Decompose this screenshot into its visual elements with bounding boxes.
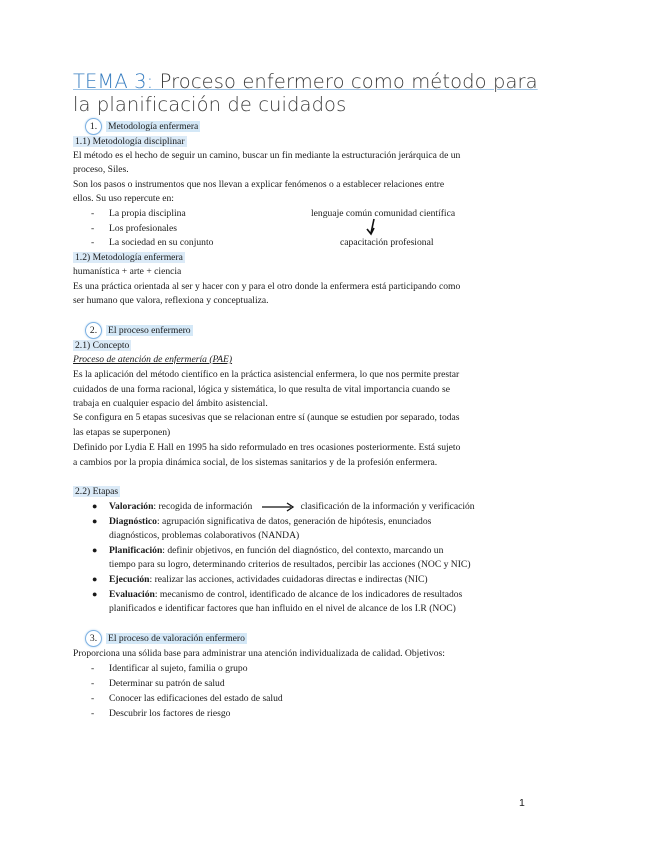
etapa-item: [109, 500, 529, 514]
section-number-badge: 3.: [85, 630, 102, 647]
term-heading: Proceso de atención de enfermería (PAE): [73, 354, 233, 365]
etapa-item: [109, 544, 529, 571]
section-title: El proceso de valoración enfermero: [108, 632, 245, 644]
right-arrow-icon: [261, 502, 295, 512]
side-note: lenguaje común comunidad científica: [311, 208, 456, 219]
list-dash: -: [91, 693, 95, 704]
formula: humanística + arte + ciencia: [73, 266, 182, 277]
section-number-badge: 1.: [85, 118, 102, 135]
bullet: ●: [92, 501, 98, 511]
etapa-item: [109, 573, 529, 587]
subsection-heading: [73, 339, 131, 352]
paragraph-line: a cambios por la propia dinámica social, de los sistemas sanitarios y de la profesión enfermera.: [73, 457, 438, 468]
etapa-text: : recogida de información: [153, 501, 253, 512]
page-title: [73, 70, 593, 116]
etapa-term: Diagnóstico: [109, 516, 157, 527]
subsection-label: 2.2) Etapas: [75, 486, 119, 497]
subsection-heading: [73, 251, 185, 264]
etapa-term: Ejecución: [109, 574, 150, 585]
paragraph-line: Proporciona una sólida base para administrar una atención individualizada de calidad. Objetivos:: [73, 648, 445, 659]
list-item: Los profesionales: [109, 223, 177, 234]
etapa-term: Evaluación: [109, 589, 155, 600]
page-number: 1: [519, 797, 525, 809]
etapa-item: [109, 588, 529, 615]
paragraph-line: trabaja en cualquier espacio del ámbito asistencial.: [73, 398, 268, 409]
down-arrow-icon: [364, 218, 378, 236]
paragraph-line: El método es el hecho de seguir un camino, buscar un fin mediante la estructuración jerárquica de un: [73, 150, 461, 161]
etapa-text: diagnósticos, problemas colaborativos (NANDA): [109, 529, 300, 541]
paragraph-line: Definido por Lydia E Hall en 1995 ha sido reformulado en tres ocasiones posteriormente. Está sujeto: [73, 442, 461, 453]
title-tema: TEMA 3:: [73, 70, 154, 93]
section-2-heading: [85, 322, 193, 338]
section-3-heading: [85, 630, 247, 646]
subsection-label: 1.2) Metodología enfermera: [75, 252, 183, 263]
etapa-item: [109, 515, 529, 542]
bullet: ●: [92, 545, 98, 555]
etapa-term: Planificación: [109, 545, 163, 556]
bullet: ●: [92, 574, 98, 584]
list-dash: -: [91, 237, 95, 248]
side-note: capacitación profesional: [340, 237, 434, 248]
section-title: Metodología enfermera: [108, 120, 199, 132]
etapa-text: tiempo para su logro, determinando criterios de resultados, percibir las acciones (NOC y NIC): [109, 558, 471, 570]
list-dash: -: [91, 678, 95, 689]
paragraph-line: Es la aplicación del método científico en la práctica asistencial enfermera, lo que nos permite prestar: [73, 369, 460, 380]
bullet: ●: [92, 516, 98, 526]
list-item: Conocer las edificaciones del estado de salud: [109, 693, 283, 704]
list-dash: -: [91, 708, 95, 719]
paragraph-line: proceso, Siles.: [73, 164, 129, 175]
list-item: Determinar su patrón de salud: [109, 678, 225, 689]
list-item: La propia disciplina: [109, 208, 186, 219]
subsection-heading: [73, 135, 187, 148]
list-item: Identificar al sujeto, familia o grupo: [109, 663, 248, 674]
etapa-text: : definir objetivos, en función del diagnóstico, del contexto, marcando un: [162, 545, 444, 556]
paragraph-line: las etapas se superponen): [73, 427, 171, 438]
list-item: Descubrir los factores de riesgo: [109, 708, 231, 719]
bullet: ●: [92, 589, 98, 599]
subsection-heading: [73, 485, 120, 498]
paragraph-line: Son los pasos o instrumentos que nos llevan a explicar fenómenos o a establecer relaciones entre: [73, 179, 445, 190]
list-dash: -: [91, 223, 95, 234]
subsection-label: 1.1) Metodología disciplinar: [75, 136, 185, 147]
list-dash: -: [91, 663, 95, 674]
paragraph-line: cuidados de una forma racional, lógica y sistemática, lo que resulta de vital importancia cuando se: [73, 384, 450, 395]
list-item: La sociedad en su conjunto: [109, 237, 214, 248]
section-1-heading: [85, 118, 200, 134]
etapa-text: clasificación de la información y verificación: [300, 501, 475, 512]
paragraph-line: ser humano que valora, reflexiona y conceptualiza.: [73, 295, 269, 306]
etapa-term: Valoración: [109, 501, 154, 512]
paragraph-line: Se configura en 5 etapas sucesivas que se relacionan entre sí (aunque se estudien por separado, todas: [73, 412, 460, 423]
subsection-label: 2.1) Concepto: [75, 340, 130, 351]
paragraph-line: Es una práctica orientada al ser y hacer con y para el otro donde la enfermera está participando como: [73, 281, 461, 292]
section-number-badge: 2.: [85, 322, 102, 339]
etapa-text: : mecanismo de control, identificado de alcance de los indicadores de resultados: [154, 589, 463, 600]
section-title: El proceso enfermero: [108, 324, 191, 336]
paragraph-line: ellos. Su uso repercute en:: [73, 193, 174, 204]
title-line-2: la planificación de cuidados: [73, 93, 347, 116]
etapa-text: : realizar las acciones, actividades cuidadoras directas e indirectas (NIC): [149, 574, 428, 585]
etapa-text: : agrupación significativa de datos, generación de hipótesis, enunciados: [156, 516, 432, 527]
list-dash: -: [91, 208, 95, 219]
etapa-text: planificados e identificar factores que han influido en el nivel de alcance de los I.R (NOC): [109, 602, 456, 614]
title-line-1: Proceso enfermero como método para: [153, 70, 538, 93]
